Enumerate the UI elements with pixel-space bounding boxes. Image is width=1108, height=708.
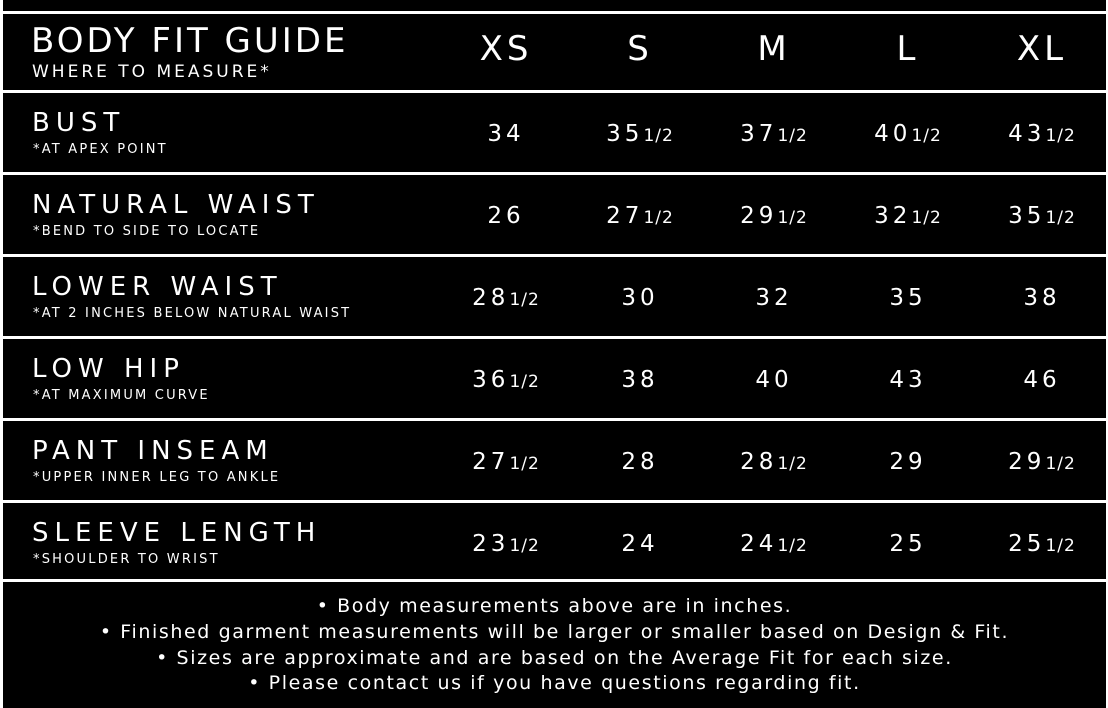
cell-fraction: 1/2 [1045, 126, 1076, 146]
table-cell [848, 451, 968, 474]
row-label: BUST [32, 108, 126, 138]
cell-whole: 40 [874, 121, 912, 147]
table-cell [580, 451, 700, 474]
table-cell [982, 205, 1102, 228]
cell-fraction: 1/2 [509, 536, 540, 556]
cell-fraction: 1/2 [911, 208, 942, 228]
cell-whole: 43 [889, 367, 927, 393]
table-cell [446, 287, 566, 310]
cell-fraction: 1/2 [1045, 536, 1076, 556]
size-header-xs: XS [479, 29, 533, 69]
table-cell [714, 451, 834, 474]
row-label: LOW HIP [32, 354, 185, 384]
cell-fraction: 1/2 [1045, 208, 1076, 228]
cell-fraction: 1/2 [509, 290, 540, 310]
cell-whole: 29 [740, 203, 778, 229]
table-title: BODY FIT GUIDE [31, 21, 349, 61]
table-cell [848, 369, 968, 392]
table-cell [982, 369, 1102, 392]
table-cell [848, 287, 968, 310]
row-note: *UPPER INNER LEG TO ANKLE [33, 470, 281, 485]
row-note: *AT MAXIMUM CURVE [33, 388, 210, 403]
cell-whole: 38 [621, 367, 659, 393]
table-cell [848, 123, 968, 146]
table-cell [714, 533, 834, 556]
cell-whole: 32 [874, 203, 912, 229]
fit-guide-table [3, 0, 1106, 708]
cell-whole: 23 [472, 531, 510, 557]
cell-whole: 43 [1008, 121, 1046, 147]
row-divider [3, 500, 1106, 503]
table-cell [982, 533, 1102, 556]
cell-whole: 36 [472, 367, 510, 393]
footnote-line: • Please contact us if you have questions regarding fit. [248, 672, 861, 694]
table-cell [848, 205, 968, 228]
table-cell [446, 123, 566, 146]
table-cell [714, 369, 834, 392]
row-label: LOWER WAIST [32, 272, 283, 302]
cell-fraction: 1/2 [911, 126, 942, 146]
cell-whole: 29 [1008, 449, 1046, 475]
cell-whole: 35 [606, 121, 644, 147]
table-cell [580, 369, 700, 392]
cell-whole: 29 [889, 449, 927, 475]
cell-whole: 37 [740, 121, 778, 147]
table-cell [714, 205, 834, 228]
cell-fraction: 1/2 [1045, 454, 1076, 474]
cell-whole: 32 [755, 285, 793, 311]
cell-whole: 24 [621, 531, 659, 557]
cell-whole: 35 [889, 285, 927, 311]
row-label: NATURAL WAIST [32, 190, 320, 220]
cell-whole: 28 [472, 285, 510, 311]
cell-whole: 40 [755, 367, 793, 393]
cell-fraction: 1/2 [509, 454, 540, 474]
row-divider [3, 418, 1106, 421]
table-cell [580, 123, 700, 146]
cell-whole: 28 [740, 449, 778, 475]
cell-fraction: 1/2 [777, 126, 808, 146]
footnote-line: • Finished garment measurements will be larger or smaller based on Design & Fit. [99, 621, 1010, 643]
row-divider [3, 254, 1106, 257]
row-note: *AT 2 INCHES BELOW NATURAL WAIST [33, 306, 352, 321]
row-divider [3, 90, 1106, 93]
cell-whole: 26 [487, 203, 525, 229]
cell-whole: 34 [487, 121, 525, 147]
cell-whole: 30 [621, 285, 659, 311]
cell-fraction: 1/2 [509, 372, 540, 392]
row-note: *AT APEX POINT [33, 142, 168, 157]
cell-whole: 35 [1008, 203, 1046, 229]
cell-whole: 27 [606, 203, 644, 229]
table-cell [446, 369, 566, 392]
table-cell [446, 533, 566, 556]
top-divider [3, 11, 1106, 14]
table-cell [580, 533, 700, 556]
table-cell [580, 287, 700, 310]
row-label: SLEEVE LENGTH [32, 518, 322, 548]
table-cell [982, 123, 1102, 146]
cell-whole: 28 [621, 449, 659, 475]
size-header-l: L [896, 29, 920, 69]
cell-whole: 24 [740, 531, 778, 557]
table-cell [848, 533, 968, 556]
table-cell [714, 287, 834, 310]
size-header-m: M [757, 29, 791, 69]
cell-whole: 46 [1023, 367, 1061, 393]
table-cell [446, 205, 566, 228]
size-header-xl: XL [1016, 29, 1068, 69]
row-divider [3, 336, 1106, 339]
cell-fraction: 1/2 [777, 208, 808, 228]
cell-fraction: 1/2 [777, 454, 808, 474]
cell-whole: 25 [1008, 531, 1046, 557]
cell-fraction: 1/2 [643, 126, 674, 146]
cell-whole: 38 [1023, 285, 1061, 311]
footnote-line: • Sizes are approximate and are based on the Average Fit for each size. [156, 647, 953, 669]
cell-whole: 25 [889, 531, 927, 557]
row-note: *BEND TO SIDE TO LOCATE [33, 224, 261, 239]
table-subtitle: WHERE TO MEASURE* [32, 62, 272, 82]
table-cell [982, 287, 1102, 310]
table-cell [580, 205, 700, 228]
size-header-s: S [627, 29, 653, 69]
table-cell [714, 123, 834, 146]
footnote-line: • Body measurements above are in inches. [316, 595, 793, 617]
cell-fraction: 1/2 [777, 536, 808, 556]
row-divider [3, 172, 1106, 175]
row-label: PANT INSEAM [32, 436, 274, 466]
cell-whole: 27 [472, 449, 510, 475]
row-note: *SHOULDER TO WRIST [33, 552, 220, 567]
cell-fraction: 1/2 [643, 208, 674, 228]
table-cell [446, 451, 566, 474]
table-cell [982, 451, 1102, 474]
